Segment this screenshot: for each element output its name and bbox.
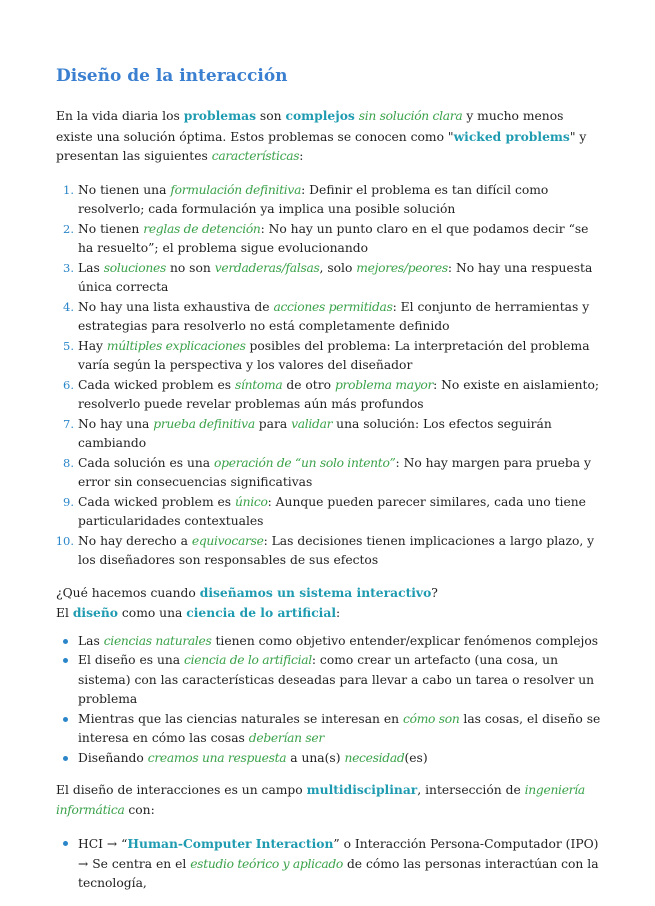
text: : No existe en aislamiento; resolverlo puede revelar problemas aún más profundos (78, 377, 600, 411)
emphasis: deberían ser (248, 731, 324, 745)
emphasis-ingenieria: ingeniería informática (56, 783, 585, 817)
list-item (56, 632, 604, 652)
page-title: Diseño de la interacción (56, 66, 288, 86)
text: : como crear un artefacto (una cosa, un sistema) con las características deseadas para llevar a cabo un tarea o resolver un problema (78, 653, 595, 706)
list-number: 7. (63, 416, 74, 431)
text: En la vida diaria los (56, 109, 184, 123)
list-number: 2. (63, 221, 74, 236)
design-bullets (56, 632, 604, 769)
list-item (56, 493, 604, 532)
bullet-dot (63, 717, 68, 722)
emphasis: acciones permitidas (273, 299, 393, 314)
text: No hay una (78, 416, 154, 431)
keyword-diseno: diseño (72, 605, 118, 620)
keyword-disenamos: diseñamos un sistema interactivo (199, 584, 432, 600)
text: y mucho menos existe una solución óptima. Estos problemas se conocen como " (56, 109, 564, 144)
text: Diseñando (78, 750, 148, 765)
text: Cada wicked problem es (78, 494, 236, 509)
list-number: 5. (63, 338, 74, 353)
text: El (56, 606, 73, 620)
text: ” o Interacción Persona-Computador (IPO) → Se centra en el (78, 837, 599, 871)
text: Cada solución es una (78, 455, 215, 470)
text: : (299, 149, 304, 163)
keyword-wicked-problems: wicked problems (453, 128, 570, 144)
text: de otro (282, 377, 335, 392)
text: : Aunque pueden parecer similares, cada uno tiene particularidades contextuales (78, 494, 586, 528)
list-item (56, 454, 604, 493)
list-item (56, 298, 604, 337)
list-item (56, 532, 604, 571)
list-item (56, 415, 604, 454)
text: , solo (319, 260, 357, 275)
text: como una (118, 606, 187, 620)
emphasis: soluciones (103, 260, 167, 275)
question-line (56, 583, 604, 604)
bullet-dot (63, 756, 68, 761)
text: : No hay un punto claro en el que podamos decir “se ha resuelto”; el problema sigue evolucionando (78, 221, 589, 255)
emphasis: formulación definitiva (170, 182, 302, 197)
emphasis-caracteristicas: características (211, 149, 300, 163)
text: Hay (78, 338, 107, 353)
text: No hay derecho a (78, 533, 192, 548)
text: para (254, 416, 292, 431)
emphasis: mejores/peores (356, 260, 448, 275)
text: con: (124, 802, 155, 817)
text: son (256, 109, 286, 123)
emphasis: ciencia de lo artificial (184, 653, 312, 667)
list-number: 3. (63, 260, 74, 275)
keyword-complejos: complejos (285, 108, 355, 123)
text: de cómo las personas interactúan con la tecnología, (78, 856, 599, 890)
list-item (56, 749, 604, 769)
text: No tienen una (78, 182, 171, 197)
emphasis: operación de “un solo intento” (214, 455, 396, 470)
intro-paragraph (56, 106, 604, 167)
emphasis: validar (291, 416, 333, 431)
text: una solución: Los efectos seguirán cambiando (78, 416, 552, 450)
emphasis: ciencias naturales (103, 633, 212, 648)
text: Mientras que las ciencias naturales se interesan en (78, 711, 403, 726)
text: No hay una lista exhaustiva de (78, 299, 274, 314)
design-intro (56, 583, 604, 624)
text: : No hay margen para prueba y error sin consecuencias significativas (78, 455, 591, 489)
emphasis: equivocarse (191, 533, 264, 548)
emphasis: síntoma (235, 377, 283, 392)
design-line (56, 603, 604, 624)
list-number: 1. (63, 182, 74, 197)
emphasis: reglas de detención (143, 221, 261, 236)
list-number: 4. (63, 299, 74, 314)
list-item (56, 337, 604, 376)
text: : No hay una respuesta única correcta (78, 260, 593, 294)
bullet-dot (63, 658, 68, 663)
bullet-dot (63, 639, 68, 644)
text: Cada wicked problem es (78, 377, 236, 392)
text: Las (78, 260, 104, 275)
list-number: 9. (63, 494, 74, 509)
emphasis: creamos una respuesta (147, 750, 287, 765)
emphasis: verdaderas/falsas (214, 260, 320, 275)
list-number: 6. (63, 377, 74, 392)
text: tienen como objetivo entender/explicar fenómenos complejos (211, 633, 599, 648)
text: El diseño es una (78, 653, 185, 667)
list-item (56, 220, 604, 259)
list-item (56, 181, 604, 220)
list-number: 8. (63, 455, 74, 470)
list-item (56, 651, 604, 710)
text: ? (431, 585, 438, 600)
list-item (56, 710, 604, 749)
multidisciplinary-paragraph (56, 780, 604, 820)
text: (es) (404, 750, 428, 765)
document-page (56, 66, 604, 906)
text: : Definir el problema es tan difícil como resolverlo; cada formulación ya implica una posible solución (78, 182, 549, 216)
emphasis: único (235, 494, 268, 509)
list-item (56, 259, 604, 298)
emphasis: prueba definitiva (153, 416, 255, 431)
bullet-dot (63, 841, 68, 846)
wicked-problems-list (56, 181, 604, 571)
text: ¿Qué hacemos cuando (56, 585, 200, 600)
text: No tienen (78, 221, 144, 236)
list-item (56, 834, 604, 894)
keyword-multidisciplinar: multidisciplinar (306, 782, 418, 797)
emphasis: necesidad (344, 750, 405, 765)
text: " y presentan las siguientes (56, 129, 587, 163)
emphasis: problema mayor (334, 377, 434, 392)
keyword-hci: Human-Computer Interaction (127, 836, 334, 851)
keyword-ciencia-artificial: ciencia de lo artificial (186, 605, 336, 620)
hci-bullets (56, 834, 604, 894)
text: HCI → “ (78, 837, 128, 851)
text: : Las decisiones tienen implicaciones a largo plazo, y los diseñadores son responsables de sus efectos (78, 533, 595, 567)
emphasis: estudio teórico y aplicado (190, 856, 344, 871)
emphasis: cómo son (403, 711, 460, 726)
emphasis: múltiples explicaciones (106, 338, 246, 353)
text: no son (166, 260, 215, 275)
text: las cosas, el diseño se interesa en cómo las cosas (78, 711, 601, 745)
list-number: 10. (55, 533, 74, 548)
text: : El conjunto de herramientas y estrategias para resolverlo no está completamente definido (78, 299, 590, 333)
list-item (56, 376, 604, 415)
text: : (336, 606, 341, 620)
text: , intersección de (417, 783, 525, 797)
emphasis-sin-solucion: sin solución clara (358, 109, 463, 123)
text: Las (78, 633, 104, 648)
text: a una(s) (286, 750, 345, 765)
keyword-problemas: problemas (183, 108, 256, 123)
text: El diseño de interacciones es un campo (56, 783, 307, 797)
text: posibles del problema: La interpretación del problema varía según la perspectiva y los valores del diseñador (78, 338, 590, 372)
